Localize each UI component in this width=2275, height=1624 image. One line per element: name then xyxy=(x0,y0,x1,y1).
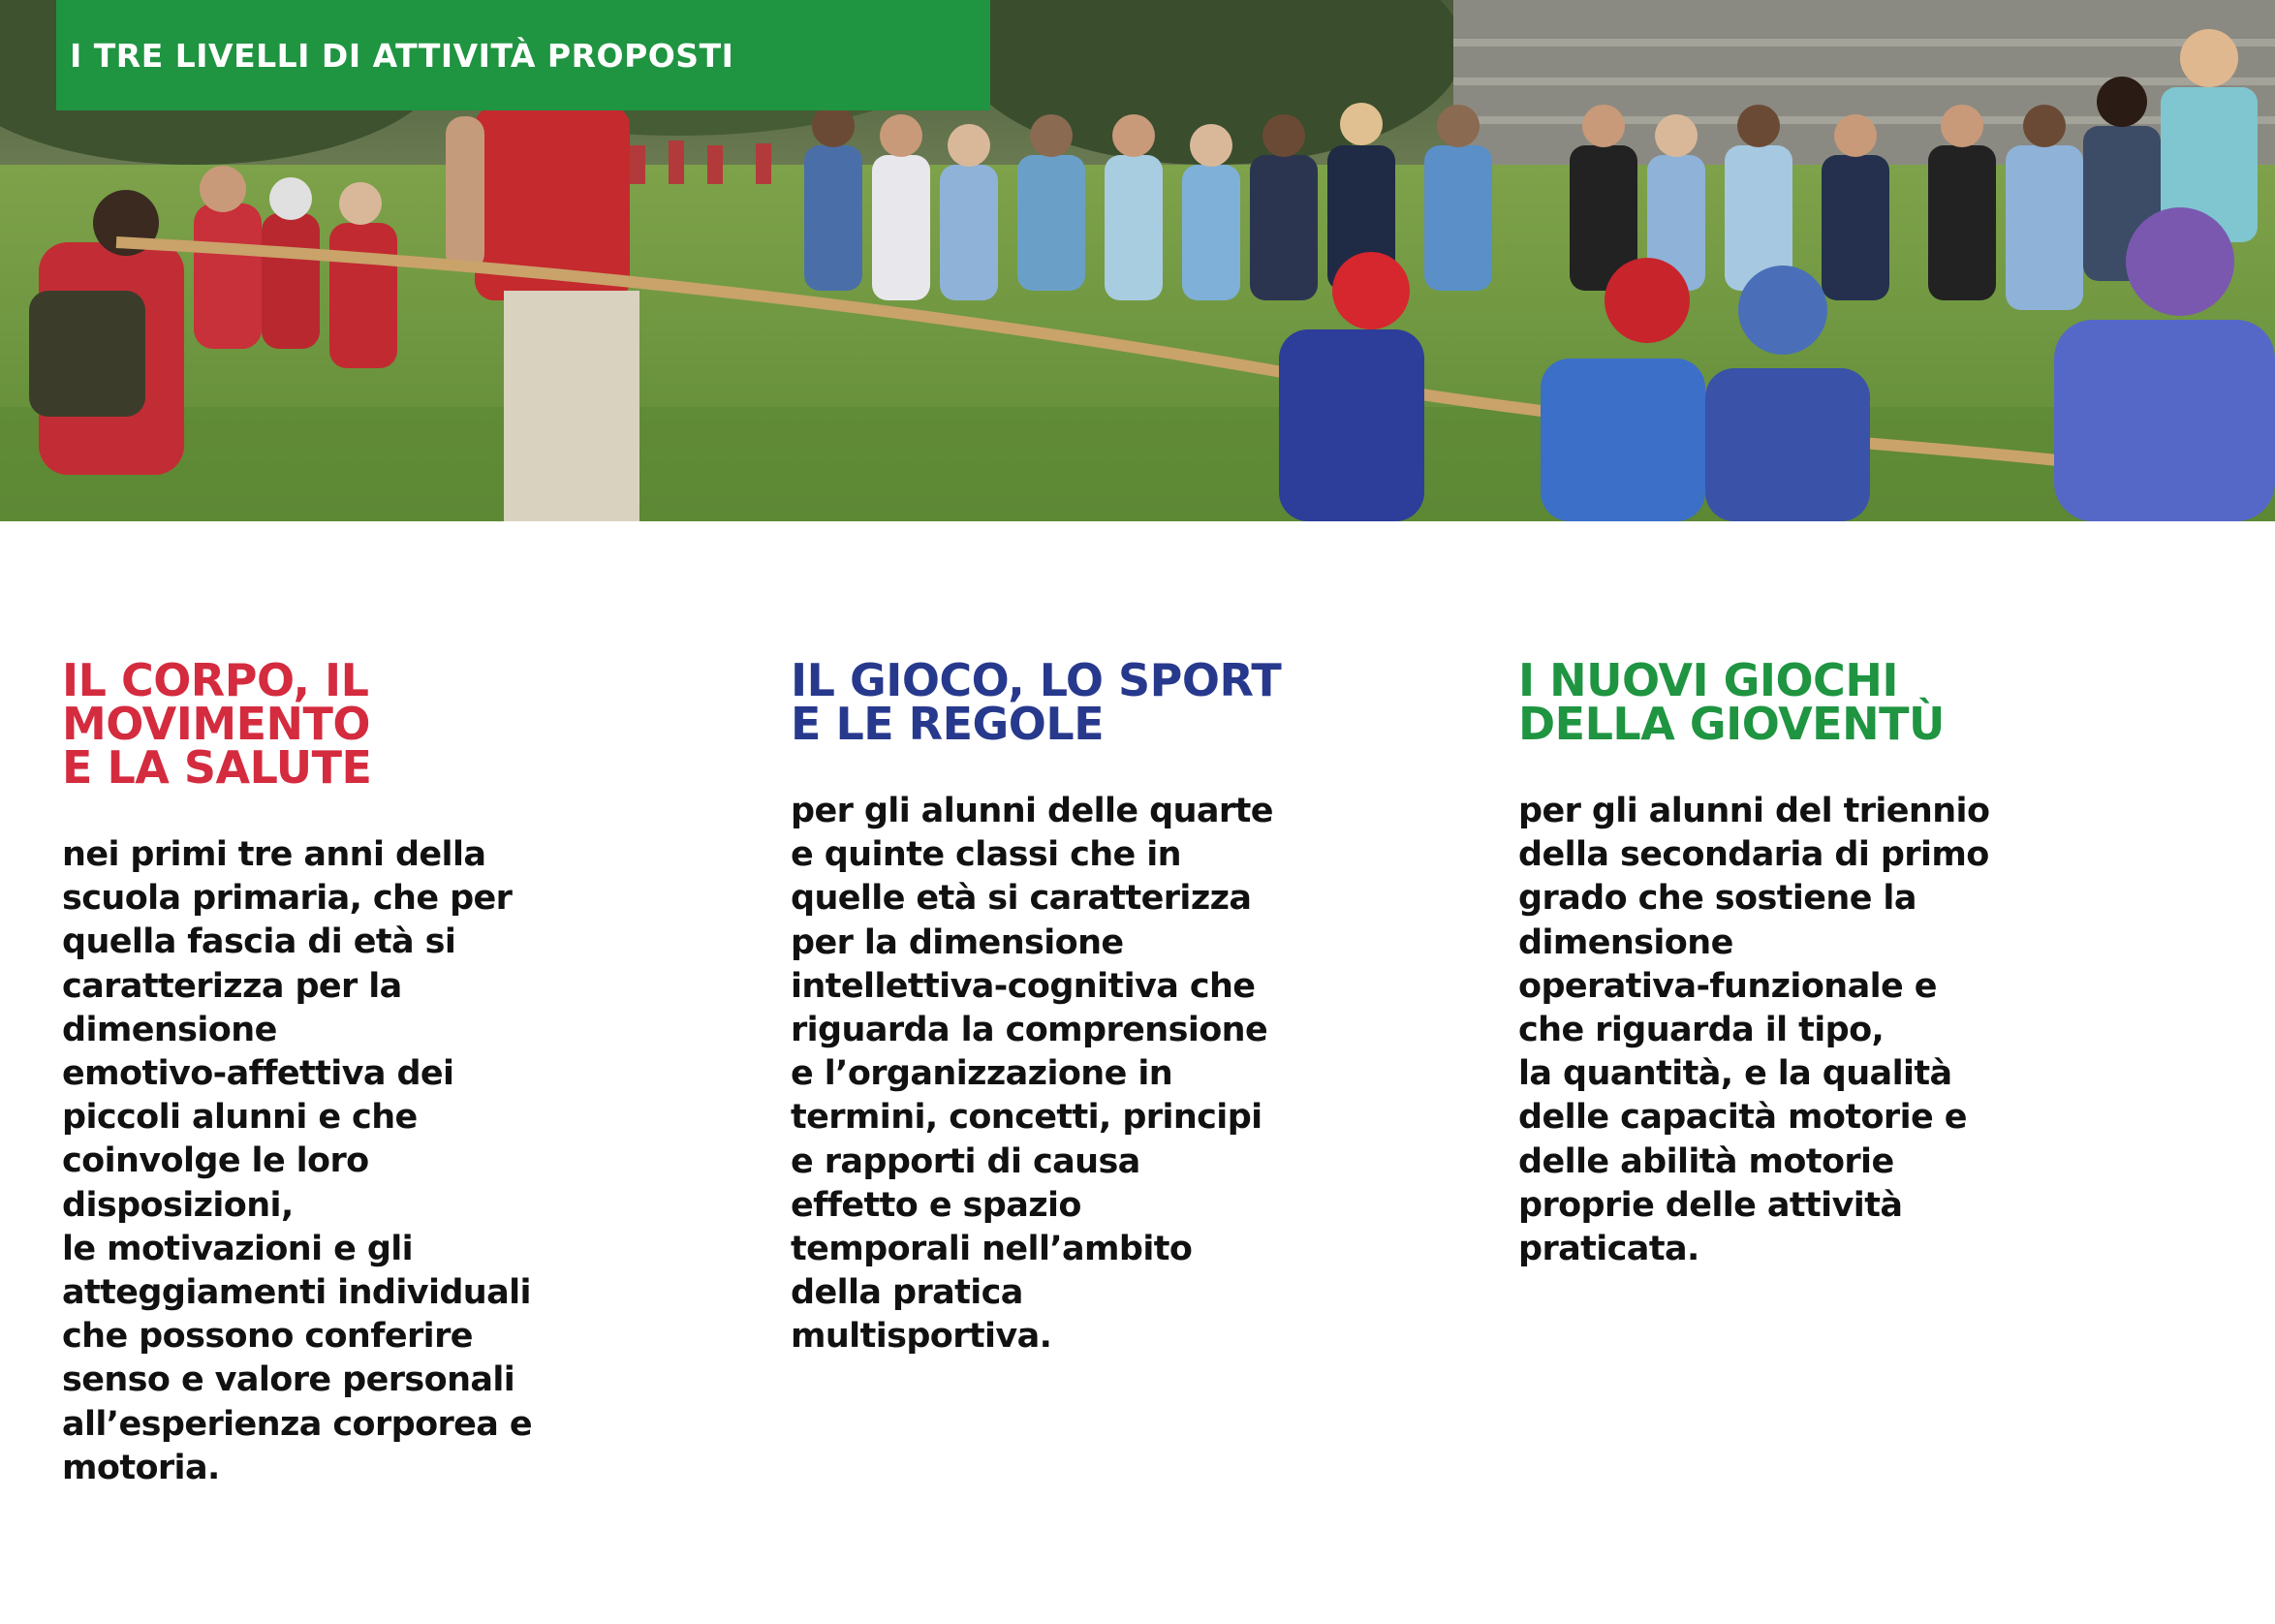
column-gioco-sport xyxy=(791,654,1459,1359)
hero-photo xyxy=(0,0,2275,521)
column-title: I NUOVI GIOCHI DELLA GIOVENTÙ xyxy=(1518,654,1945,750)
column-body: nei primi tre anni della scuola primaria, che per quella fascia di età si caratterizza per la dimensione emotivo-affettiva dei piccoli alunni e che coinvolge le loro disposizioni, le motivazioni e gli atteggiamenti individuali che possono conferire senso e valore personali all’esperienza corporea e motoria. xyxy=(62,835,533,1487)
column-corpo-movimento xyxy=(62,654,731,1490)
column-nuovi-giochi xyxy=(1518,654,2187,1271)
banner-title: I TRE LIVELLI DI ATTIVITÀ PROPOSTI xyxy=(70,36,734,75)
column-title: IL GIOCO, LO SPORT E LE REGOLE xyxy=(791,654,1282,750)
section-banner xyxy=(56,0,990,110)
column-body: per gli alunni del triennio della secondaria di primo grado che sostiene la dimensione operativa-funzionale e che riguarda il tipo, la quantità, e la qualità delle capacità motorie e delle abilità motorie proprie delle attività praticata. xyxy=(1518,792,1990,1269)
column-title: IL CORPO, IL MOVIMENTO E LA SALUTE xyxy=(62,654,372,794)
column-body: per gli alunni delle quarte e quinte classi che in quelle età si caratterizza per la dimensione intellettiva-cognitiva che riguarda la comprensione e l’organizzazione in termini, concetti, principi e rapporti di causa effetto e spazio temporali nell’ambito della pratica multisportiva. xyxy=(791,792,1273,1357)
